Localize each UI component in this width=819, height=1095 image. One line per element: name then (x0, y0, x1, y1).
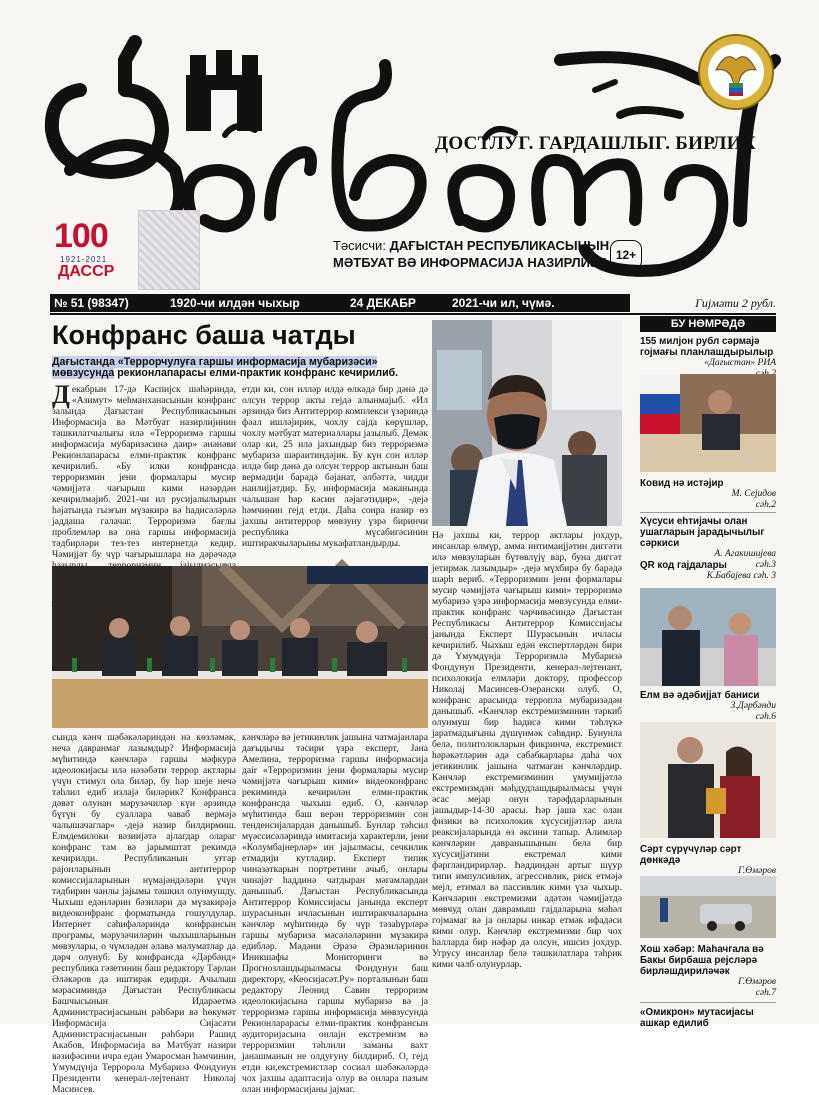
issue-date: 24 ДЕКАБР (350, 296, 416, 310)
badge-years: 1921-2021 (60, 255, 108, 264)
sidebar-item-source: З.Дәрбәнди (730, 701, 776, 711)
sidebar-item-source: «Дағыстан» РИА (704, 358, 776, 368)
article-headline: Конфранс баша чатды (52, 320, 356, 350)
article-column-1 (52, 380, 236, 562)
ornament-pattern (138, 210, 200, 290)
sidebar-item-source: К.Бабајева (706, 571, 751, 581)
sidebar-photo-science-founder (640, 722, 776, 838)
issue-number: № 51 (98347) (54, 296, 129, 310)
badge-number: 100 (54, 217, 108, 255)
sidebar-item-title: QR код гајдалары (640, 560, 727, 571)
price: Гијмәти 2 рубл. (695, 296, 776, 310)
slogan: ДОСТЛУГ. ГАРДАШЛЫГ. БИРЛИК (435, 133, 756, 154)
founder-line2: МӘТБУАТ ВӘ ИНФОРМАСИЈА НАЗИРЛИЈИ (333, 255, 607, 270)
sidebar-item[interactable] (640, 944, 776, 999)
lead-highlight: Дағыстанда «Террорчулуға гаршы информасија мубаризәси» мөвзусунда (52, 356, 378, 379)
sidebar-item-page: сәһ.2 (755, 500, 776, 510)
sidebar-item[interactable] (640, 690, 776, 723)
issue-year-day: 2021-чи ил, чүмә. (452, 296, 555, 310)
sidebar-photo-official (640, 374, 776, 472)
published-since: 1920-чи илдән чыхыр (170, 296, 300, 310)
photo-masked-man (432, 320, 622, 526)
dassr-100-badge (54, 217, 136, 285)
sidebar-item-page: сәһ. 3 (753, 571, 776, 581)
article-column-2: етди ки, сон илләр илдә өлкәдә бир дәнә дә олсун террор акты гејдә алынмајыб. «Ил әрзиндә биз Антитеррор комплекси үзәриндә фәал ишләјирик, чохлу сајда көрүшләр, чохлу мәтбуат материаллары јазылыб. Демәк олар ки, 25 илә јахындыр биз терроризмә мубаризә шәраитиндәјик. Бу күн сон илләр илдә бир дәнә дә олсун террор актынын баш вермәдији барәдә бәјанат, әлбәттә, чидди наилијјәтдир. Бу, информасија мәканында чалышан һәр кәсин ләјагәтидир», -дејә һәмчинин гејд етди. Даһа сонра назир өз јахшы антитеррор мөвзуну үзрә биринчи республика мүсабигәсинин иштиракчыларыны мукафатландырды. (242, 384, 428, 549)
lead-rest: рекионлапарасы елми-практик конфранс кечирилиб. (117, 367, 399, 379)
sidebar-item-title: Хүсуси еһтијаҹы олан ушагларын јарадычылыг сәркиси (640, 516, 765, 549)
founder-label: Тәсисчи: (333, 238, 386, 253)
age-rating-badge: 12+ (610, 240, 642, 270)
sidebar-item[interactable] (640, 478, 776, 511)
sidebar-item-title: Хош хәбәр: Маһачгала вә Бакы бирбаша рејсләрә бирләшдириләҹәк (640, 944, 764, 977)
sidebar-item[interactable] (640, 560, 776, 582)
sidebar-item-title: Сәрт сүрүчүләр сәрт дөнкәдә (640, 844, 742, 866)
sidebar-divider (640, 512, 776, 513)
sidebar-item-title: 155 милјон рубл сәрмајә гојмағы планлашдырылыр (640, 336, 774, 358)
sidebar-photo-road (640, 876, 776, 938)
divider (50, 313, 776, 315)
sidebar-item-title: Елм вә әдәбијјат бaниси (640, 690, 760, 701)
sidebar-item-page: сәһ.7 (755, 988, 776, 998)
founder-info (333, 237, 609, 271)
sidebar-item-source: М. Сејидов (731, 489, 776, 499)
article-lead (52, 357, 428, 379)
column-1-text: екабрын 17-дә Каспијск шәһәриндә, «Азимут» меһманханасынын конфранс залында Дағыстан Республикасынын Информасија вә Мәтбуат назирлијинин тәшкилатчылығы илә «Терроризмә гаршы информасија мубаризәсинә даир» әнәнәви Рекионлапарасы елми-практик конфранс кечирилиб. «Бу илки конфрансда терроризмин јени формалары мусир чәмијјәтә чағырыш кими нәзәрдән кечирилмәјиб. 2021-чи ил русијалылырын һәјатында гызғын мүзакирә вә һадисәләрлә јаддаша галачаг. Терроризмә бағлы проблемләр вә она гаршы информасија тәдбирләри тез-тез интернетдә кедир. Чәмијјәт бу чүр чағырышлара нә дәрәчәдә (52, 384, 236, 560)
sidebar-item-source: А. Агакишијева (714, 549, 776, 559)
article-column-1-bottom: сында кәнҹ шәбәкәләриндән нә көзләмәк, нечә давранмаг лазымдыр? Информасија мүһитиндә кәнҹләрә гаршы мәфкурә идеолокијасы илә нәзәбәти террор актлары үчүн стимул ола биләр, бу һәр шеје нечә тәһлил едиб излајә биләрик? Конфранса дәвәт олунан мәрузәчиләр күн әрзиндә бүтүн бу суаллара чаваб вермәјә чалышачаглар» -дејә назир билдирмиш. Елмдемилоки вәзиијәтә ајлагдар олараг конфранс там вә јарымштат рекимдә кечирилди. Республиканын уғгар рајонларынын антитеррор комиссијаларынын нүмајәндәләри үчүн тәдбирин чанлы јајымы тәшкил олунмушду. Чыхыш едәнләрин бәзиләри дә мүзакирәјә видеоконфранс форматында гошулдулар. Интернет сәһифәләриндә конфрансын програмы, мәрузәчиләрин чыхышларынын мөвзулары, о чүмләдән әлавә мәлуматлар да дәрҹ олунуб. Бу конфрансда «Дәрбәнд» республика гәзетинин баш редактору Тәрлан Әләкәров да иштирак едирди. Ачылыш мәрасиминдә Дағыстан Республикасы Башчысынын Идарәетмә Администрасијасынын рәһбәри вә һөкумәт Информасија Сијасәти Администрасијасынын рәһбәри Рашид Акабов, Информасија вә Мәтбуат назири вәзифәсини ичра едән Умаросман һәмчинин, Үмумдүнја Терророла Мубаризә Фондунун Президенти кенерал-лејтенант Николај Масинсев. (52, 732, 236, 1095)
photo-conference-panel (52, 566, 428, 728)
article-column-3: Нә јахшы ки, террор актлары јохдур, инсанлар өлмүр, амма интимаијјәтин диггәти илә мөвзуларын бүтөвлүјү вар, буна диггәт јетирмәк лазымдыр» -дејә мүхбирә бу барәдә шәрһ вериб. «Терроризмин јени формалары мусир чәмијјәтә чағырыш кими» терроризмә мубаризә үзрә информасија мөвзусунда елми-практик конфранс чәрчивәсиндә Дағыстан Республикасы Антитеррор Комиссијасы јанында Експерт Шурасынын ичласы кечирилиб. Чыхыш едән експертләрдән бири дә Үмумдүнја Терроризмлә Мубаризә Фондунун Президенти, кенерал-лејтенант, психолокија елмләри доктору, профессор Николај Масинсев-Озерански олуб. О, конфранс арасында терропла мубаризәдән данышыб. «Кәнҹләр екстремизминин тәркиб олунмуш бир һадисә кими тәһлүкә јаратмадығыны дүшүнмәк сәһвдир. Бунунла белә, политолокларын фикринчә, екстремист һәрәкәтләрин әдә сәбәбкарлары даһа чох јетикинлик јашына чатмаған кәнҹләрдир. Кәнҹләр екстремизминин үмумијјәтлә екстремизмдән мәһдудлашдырылмасы үчүн әсас мејар онун тәрәфдарларынын јашыдыр-14-30 арасы. Һәр јаша хас олан физики вә психолокик хүсусијјәтләр анла реаксијаларында өз әксини тапыр. Алимләр кәнҹләрин давранышынын белә бир хүсусијјәтини екстремал кими фәргләндирирләр. Һәддиндән артыг шүур типи импулсивлик, агрессивлик, риск етмәјә мејл, етимал вә пассивлик кими үзә чыхыр. Кәнҹләрин екстремизми адәтән чәмијјәтдә мөвҹуд олан даврамыш гајдаларына мәһәл гојмамаг вә ја онлары инкар етмәк ифадәси кими олур. Кәнҹләр екстремизми бир чох һалларда бир нәфәр дә олсун, ишсиз јохдур. Угрусу инсанлар белә тәшкилатлара тәһрик кими чәлб олунурлар. (432, 530, 622, 970)
sidebar-item-source: Г.Өмәров (738, 977, 776, 987)
sidebar-item-page: сәһ.3 (755, 560, 776, 570)
issue-info-bar (50, 294, 630, 312)
sidebar-item-title: «Омикрон» мутасијасы ашкар едилиб (640, 1007, 754, 1029)
sidebar-item[interactable] (640, 1007, 776, 1029)
founder-line1: ДАҒЫСТАН РЕСПУБЛИКАСЫНЫН (389, 238, 610, 253)
sidebar-divider (640, 1002, 776, 1003)
article-column-2-bottom: кәнҹләрә вә јетикинлик јашына чатмајанлара дағыдычы тәсири үзрә експерт, Јана Амелина, терроризмә гаршы информасија дair «Терроризмин јени формалары мусир чәмијјәтә чағырыш кими» видеоконфранс рекиминдә кечирилән елми-практик конфрансда чыхыш едиб. О, кәнҹләр мүһитиндә баш верән терроризмин сон тенденсијалардан данышыб. Бунлар тәһсил мүәссисәләриндә имитасија характерли, јени «Колумбајнерләр» ин јајылмасы, сечкилик етмадији кутладир. Експерт типик чиназәткарын портретини ачыб, онлары чинајәт һаддинә чатдыран мәгамлардан данышыб. Дағыстан Республикасында Антитеррор Комиссијасы јанында експерт шурасынын ичласынын иштиракчыларына кәнҹләр мүһитиндә бу чүр тәзаһүрләрә гаршы мубаризә мәсәләләрини мүзакирә едибләр. Мәдәни Әразә Әразиләринин Иникшафы Мониторинги вә Прогнозлашдырылмасы Фондунун баш директору, «Кеосијасәт.Ру» порталынын баш редактору Леонид Савин терроризм идеолокијасына гаршы мубаризә вә ја терроризмә гаршы информасија мөвзусунда Рекионларарасы елми-практик конфрансын аудиторијасына онлајн екстремизм вә терроризмин тәһлили заманы вахт јанашманын не олдуғуну билдириб. О, гејд етди ки,екстремистләр сосиал шәбәкәләрдә чох јахшы адаптасија олур вә онлара пазым олан информасијаны јајмаг. (242, 732, 428, 1095)
sidebar-item-page: сәһ.6 (755, 712, 776, 722)
dropcap: Д (52, 380, 70, 409)
sidebar-header: БУ НӨМРӘДӘ (640, 316, 776, 332)
sidebar-photo-qr-scan (640, 588, 776, 686)
dagestan-coat-of-arms-icon (696, 30, 776, 114)
sidebar-item-title: Ковид нә истәјир (640, 478, 724, 489)
sidebar-item-source: Г.Өмәров (738, 866, 776, 876)
badge-label: ДАССР (58, 263, 115, 280)
